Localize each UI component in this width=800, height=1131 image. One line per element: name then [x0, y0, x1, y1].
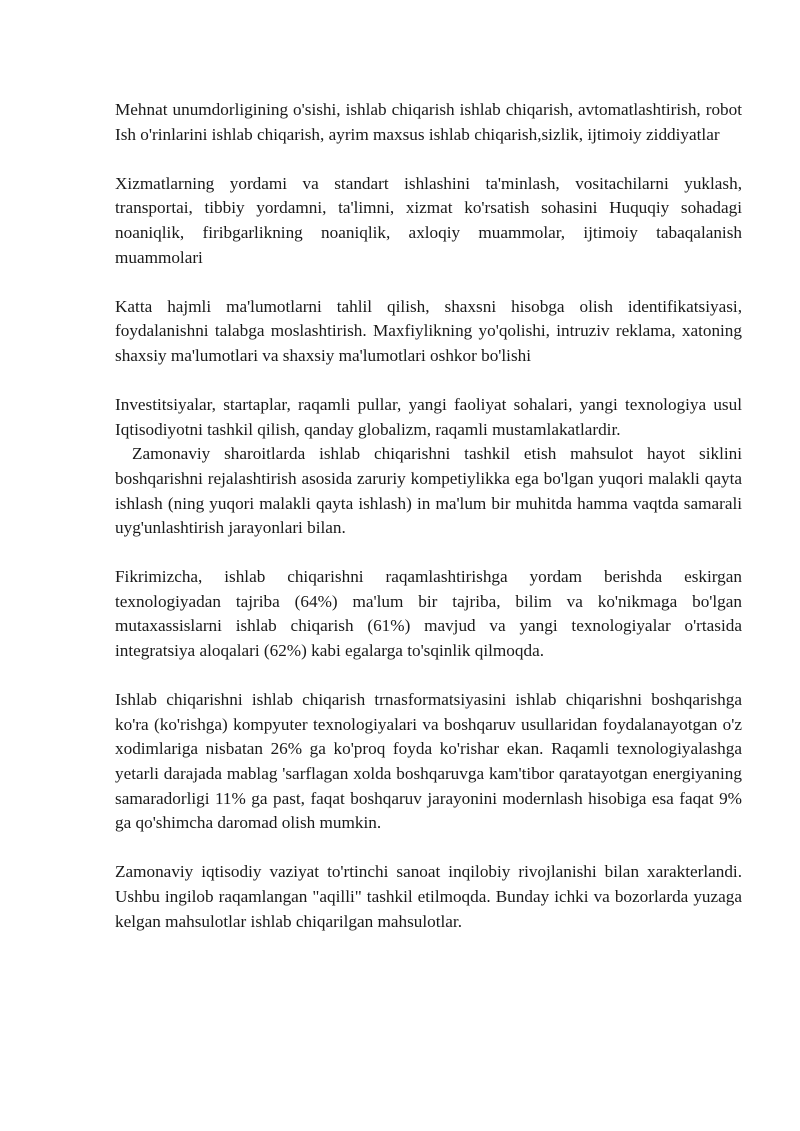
- paragraph-digitalization-barriers: Fikrimizcha, ishlab chiqarishni raqamlashtirishga yordam berishda eskirgan texnologiyadan tajriba (64%) ma'lum bir tajriba, bilim va ko'nikmaga bo'lgan mutaxassislarni ishlab chiqarish (61%) mavjud va yangi texnologiyalar o'rtasida integratsiya aloqalari (62%) kabi egalarga to'sqinlik qilmoqda.: [115, 567, 742, 661]
- document-page: [115, 98, 742, 934]
- paragraph-modern-conditions: Zamonaviy sharoitlarda ishlab chiqarishni tashkil etish mahsulot hayot siklini boshqarishni rejalashtirish asosida zaruriy kompetiylikka ega bo'lgan yuqori malakli qayta ishlash (ning yuqori malakli qayta ishlash) in ma'lum bir muhitda hamma vaqtda samarali uyg'unlashtirish jarayonlari bilan.: [115, 444, 742, 538]
- paragraph-services: Xizmatlarning yordami va standart ishlashini ta'minlash, vositachilarni yuklash, transportai, tibbiy yordamni, ta'limni, xizmat ko'rsatish sohasini Huquqiy sohadagi noaniqlik, firibgarlikning noaniqlik, axloqiy muammolar, ijtimoiy tabaqalanish muammolari: [115, 173, 742, 267]
- paragraph-big-data: Katta hajmli ma'lumotlarni tahlil qilish, shaxsni hisobga olish identifikatsiyasi, foydalanishni talabga moslashtirish. Maxfiylikning yo'qolishi, intruziv reklama, xatoning shaxsiy ma'lumotlari va shaxsiy ma'lumotlari oshkor bo'lishi: [115, 296, 742, 365]
- paragraph-production-transformation: Ishlab chiqarishni ishlab chiqarish trnasformatsiyasini ishlab chiqarishni boshqarishga ko'ra (ko'rishga) kompyuter texnologiyalari va boshqaruv usullaridan foydalanayotgan o'z xodimlariga nisbatan 26% ga ko'proq foyda ko'rishar ekan. Raqamli texnologiyalashga yetarli darajada mablag 'sarflagan xolda boshqaruvga kam'tibor qaratayotgan energiyaning samaradorligi 11% ga past, faqat boshqaruv jarayonini modernlash hisobiga esa faqat 9% ga qo'shimcha daromad olish mumkin.: [115, 690, 742, 833]
- paragraph-industrial-revolution: Zamonaviy iqtisodiy vaziyat to'rtinchi sanoat inqilobiy rivojlanishi bilan xarakterlandi. Ushbu ingilob raqamlangan "aqilli" tashkil etilmoqda. Bunday ichki va bozorlarda yuzaga kelgan mahsulotlar ishlab chiqarilgan mahsulotlar.: [115, 862, 742, 931]
- paragraph-automation: Mehnat unumdorligining o'sishi, ishlab chiqarish ishlab chiqarish, avtomatlashtirish, robot Ish o'rinlarini ishlab chiqarish, ayrim maxsus ishlab chiqarish,sizlik, ijtimoiy ziddiyatlar: [115, 100, 742, 144]
- paragraph-investments: Investitsiyalar, startaplar, raqamli pullar, yangi faoliyat sohalari, yangi texnologiya usul Iqtisodiyotni tashkil qilish, qanday globalizm, raqamli mustamlakatlardir.: [115, 395, 742, 439]
